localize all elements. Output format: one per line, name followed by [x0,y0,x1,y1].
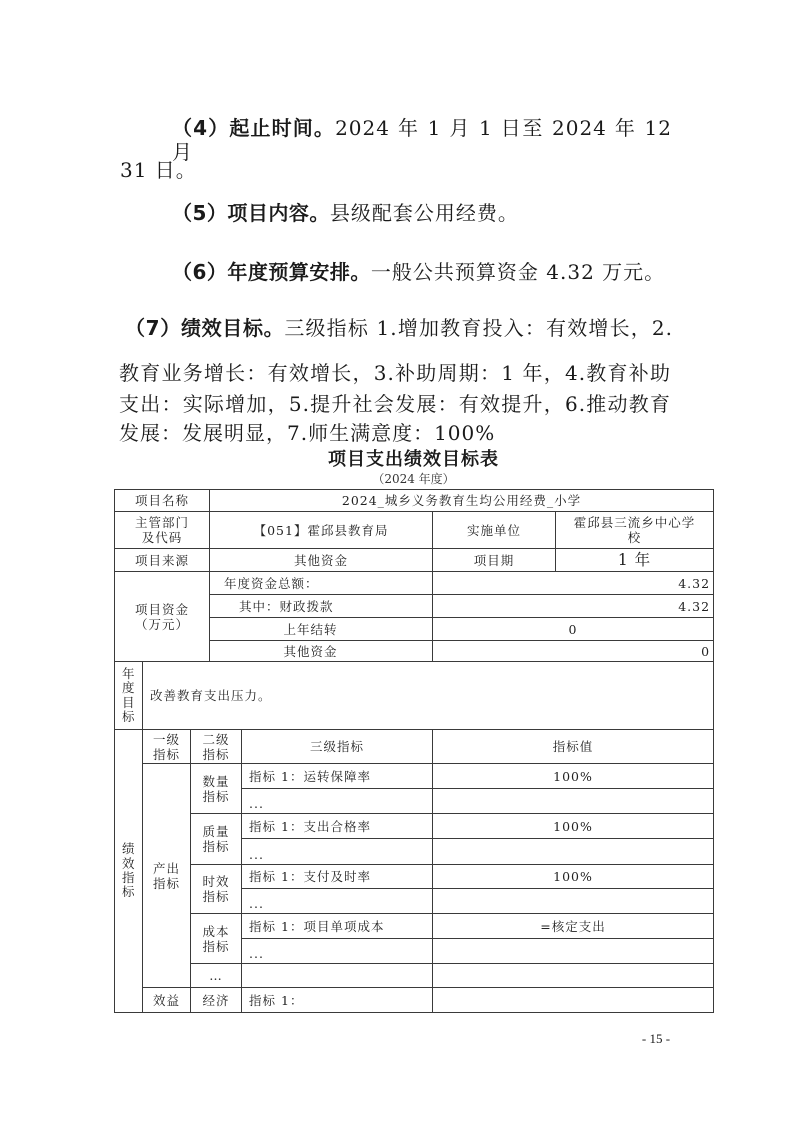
indicator-value: =核定支出 [433,914,714,939]
paragraph-4-label: （4）起止时间。 [172,116,336,140]
funds-label: 项目资金 （万元） [115,572,210,662]
table-row [115,914,714,939]
level2-cost: 成本 指标 [191,914,242,964]
level2-timeliness: 时效 指标 [191,865,242,914]
indicator-value [433,939,714,964]
level2-economic: 经济 [191,988,242,1013]
level3-name: 指标 1：支出合格率 [242,814,433,839]
source-label: 项目来源 [115,549,210,572]
table-row-project-name [115,490,714,512]
annual-goal-label: 年度目标 [121,665,136,724]
paragraph-4-line-1 [172,116,672,164]
table-row-annual-goal [115,662,714,730]
indicator-value [433,964,714,988]
performance-target-table [114,489,714,1013]
funds-carryover-label: 上年结转 [210,618,433,641]
paragraph-7-line-1 [125,316,673,340]
indicators-label: 绩效指标 [121,841,136,900]
paragraph-7-line-3 [119,392,671,416]
indicator-value [433,839,714,865]
table-row-department [115,512,714,549]
annual-goal-value: 改善教育支出压力。 [143,662,714,730]
table-row-funds-total [115,572,714,595]
source-value: 其他资金 [210,549,433,572]
indicator-value: 100% [433,814,714,839]
impl-unit-value: 霍邱县三流乡中心学 校 [556,512,714,549]
annual-goal-label-cell [115,662,143,730]
level3-name: 指标 1：运转保障率 [242,764,433,789]
table-title: 项目支出绩效目标表 [328,449,499,470]
table-row [115,865,714,889]
paragraph-6-label: （6）年度预算安排。 [172,260,371,284]
paragraph-5-text: 县级配套公用经费。 [329,201,519,225]
level3-name: 指标 1：支付及时率 [242,865,433,889]
level2-more: … [191,964,242,988]
paragraph-6 [172,260,665,284]
table-row [115,964,714,988]
funds-other-label: 其他资金 [210,641,433,662]
level1-output: 产出 指标 [143,764,191,988]
level3-name: ... [242,839,433,865]
project-name-label: 项目名称 [115,490,210,512]
indicators-label-cell [115,730,143,1013]
level2-quality: 质量 指标 [191,814,242,865]
paragraph-7-text-2: 教育业务增长：有效增长，3.补助周期：1 年，4.教育补助 [119,361,671,385]
table-row [115,814,714,839]
period-label: 项目期 [433,549,556,572]
header-value: 指标值 [433,730,714,764]
impl-unit-label: 实施单位 [433,512,556,549]
paragraph-5-label: （5）项目内容。 [172,201,330,225]
funds-fiscal-value: 4.32 [433,595,714,618]
paragraph-7-line-4 [119,421,495,445]
table-subtitle: （2024 年度） [372,472,455,486]
indicator-value: 100% [433,865,714,889]
header-level3: 三级指标 [242,730,433,764]
paragraph-4-line-2 [120,158,197,182]
table-row-source [115,549,714,572]
funds-total-value: 4.32 [433,572,714,595]
page-number: - 15 - [641,1031,671,1046]
paragraph-4-text-cont: 31 日。 [120,158,197,182]
funds-other-value: 0 [433,641,714,662]
paragraph-7-label: （7）绩效目标。 [125,316,285,340]
funds-carryover-value: 0 [433,618,714,641]
paragraph-5 [172,201,519,225]
dept-label: 主管部门 及代码 [115,512,210,549]
level3-name: ... [242,789,433,814]
paragraph-7-text-3: 支出：实际增加，5.提升社会发展：有效提升，6.推动教育 [119,392,671,416]
level3-name [242,964,433,988]
header-level2: 二级 指标 [191,730,242,764]
table-row-indicator-header [115,730,714,764]
table-row [115,764,714,789]
indicator-value [433,988,714,1013]
funds-fiscal-label: 其中：财政拨款 [210,595,433,618]
level3-name: ... [242,889,433,914]
header-level1: 一级 指标 [143,730,191,764]
paragraph-7-text-4: 发展：发展明显，7.师生满意度：100% [119,421,496,445]
dept-value: 【051】霍邱县教育局 [210,512,433,549]
project-name-value: 2024_城乡义务教育生均公用经费_小学 [210,490,714,512]
level1-benefit: 效益 [143,988,191,1013]
level3-name: ... [242,939,433,964]
level3-name: 指标 1：项目单项成本 [242,914,433,939]
level3-name: 指标 1： [242,988,433,1013]
paragraph-4-text: 2024 年 1 月 1 日至 2024 年 12 月 [172,116,672,164]
level2-quantity: 数量 指标 [191,764,242,814]
period-value: 1 年 [556,549,714,572]
paragraph-7-text: 三级指标 1.增加教育投入：有效增长，2. [284,316,673,340]
table-row-benefit [115,988,714,1013]
indicator-value: 100% [433,764,714,789]
indicator-value [433,889,714,914]
funds-total-label: 年度资金总额： [210,572,433,595]
indicator-value [433,789,714,814]
paragraph-6-text: 一般公共预算资金 4.32 万元。 [370,260,666,284]
paragraph-7-line-2 [119,361,671,385]
